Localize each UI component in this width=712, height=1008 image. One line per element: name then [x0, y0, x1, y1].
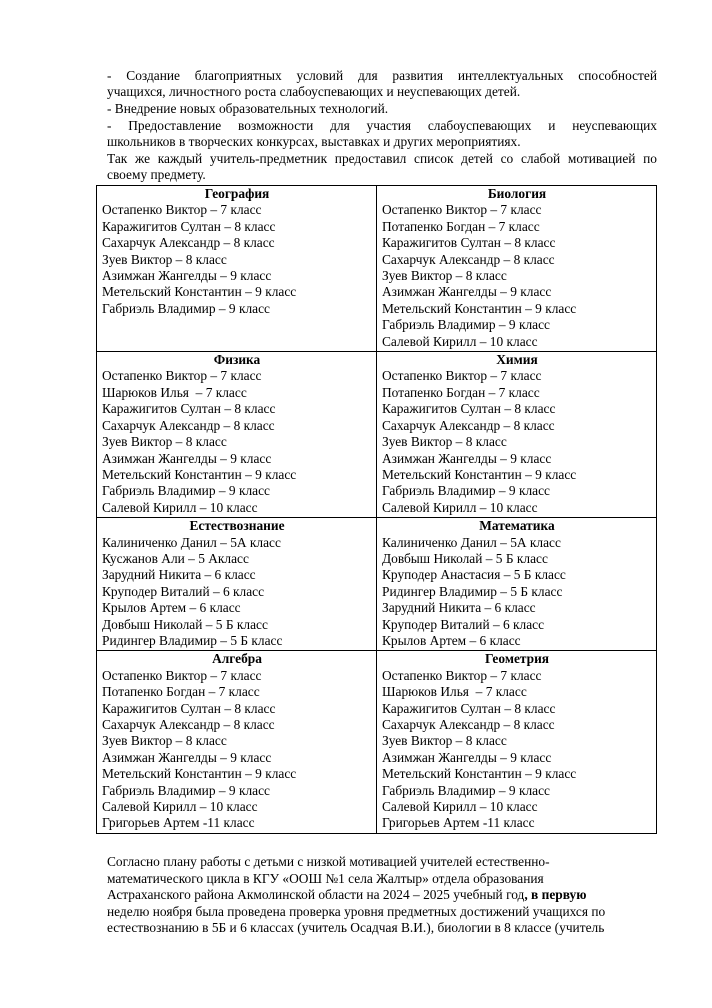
goal-item-1-line-2: учащихся, личностного роста слабоуспевающих и неуспевающих детей. [107, 84, 521, 100]
student-entry: Метельский Константин – 9 класс [102, 466, 297, 482]
subject-cell [377, 651, 657, 833]
subject-cell [377, 186, 657, 352]
teacher-note-line-1: Так же каждый учитель-предметник предоставил список детей со слабой мотивацией по [107, 151, 657, 166]
subject-title: Биология [487, 186, 547, 201]
student-entry: Остапенко Виктор – 7 класс [102, 667, 262, 683]
student-entry: Остапенко Виктор – 7 класс [382, 667, 542, 683]
student-entry: Зуев Виктор – 8 класс [102, 251, 227, 267]
student-entry: Круподер Анастасия – 5 Б класс [382, 567, 566, 583]
student-entry: Крылов Артем – 6 класс [382, 632, 521, 648]
subject-title: Физика [213, 352, 261, 368]
subject-title: Химия [496, 352, 538, 368]
goal-item-3 [107, 118, 657, 150]
student-entry: Азимжан Жангелды – 9 класс [102, 749, 272, 765]
student-entry: Сахарчук Александр – 8 класс [382, 417, 555, 433]
student-entry: Метельский Константин – 9 класс [102, 766, 297, 782]
closing-line-1: Согласно плану работы с детьми с низкой мотивацией учителей естественно- [107, 854, 550, 869]
student-entry: Салевой Кирилл – 10 класс [382, 799, 538, 815]
closing-line-4: неделю ноября была проведена проверка уровня предметных достижений учащихся по [107, 903, 606, 919]
closing-line-3-tail: , в первую [524, 887, 587, 903]
student-entry: Сахарчук Александр – 8 класс [382, 251, 555, 267]
student-entry: Зарудний Никита – 6 класс [382, 600, 536, 616]
subject-title: Математика [479, 518, 555, 534]
student-entry: Зуев Виктор – 8 класс [382, 733, 507, 749]
student-entry: Шарюков Илья – 7 класс [102, 384, 247, 400]
student-entry: Габриэль Владимир – 9 класс [382, 317, 550, 333]
closing-line-2: математического цикла в КГУ «ООШ №1 села Жалтыр» отдела образования [107, 870, 544, 886]
student-entry: Сахарчук Александр – 8 класс [102, 417, 275, 433]
subject-cell [97, 186, 377, 352]
student-entry: Каражигитов Султан – 8 класс [102, 700, 276, 716]
student-entry: Зуев Виктор – 8 класс [102, 434, 227, 450]
student-entry: Круподер Виталий – 6 класс [102, 583, 265, 599]
student-entry: Габриэль Владимир – 9 класс [102, 483, 270, 499]
student-entry: Довбыш Николай – 5 Б класс [102, 616, 268, 632]
student-entry: Круподер Виталий – 6 класс [382, 616, 545, 632]
student-entry: Азимжан Жангелды – 9 класс [382, 450, 552, 466]
student-entry: Кусжанов Али – 5 Акласс [102, 550, 249, 566]
student-entry: Калиниченко Данил – 5А класс [102, 534, 281, 550]
goal-item-2: - Внедрение новых образовательных технологий. [107, 101, 389, 116]
goal-item-3-line-1: - Предоставление возможности для участия слабоуспевающих и неуспевающих [107, 118, 657, 133]
student-entry: Зуев Виктор – 8 класс [102, 733, 227, 749]
subjects-table-body [97, 186, 657, 834]
subject-cell [97, 651, 377, 833]
student-entry: Сахарчук Александр – 8 класс [382, 717, 555, 732]
student-entry: Метельский Константин – 9 класс [382, 466, 577, 482]
student-entry: Ридингер Владимир – 5 Б класс [102, 632, 283, 648]
student-entry: Салевой Кирилл – 10 класс [102, 799, 258, 815]
closing-line-3-main: Астраханского района Акмолинской области на 2024 – 2025 учебный год [107, 887, 525, 903]
teacher-note [107, 151, 657, 183]
subject-cell [377, 352, 657, 518]
student-entry: Азимжан Жангелды – 9 класс [382, 749, 552, 765]
weak-motivation-students-table [96, 185, 657, 834]
student-entry: Григорьев Артем -11 класс [102, 815, 255, 831]
closing-paragraph [107, 854, 657, 937]
table-row [97, 186, 657, 352]
student-entry: Габриэль Владимир – 9 класс [102, 300, 270, 316]
student-entry: Крылов Артем – 6 класс [102, 600, 241, 616]
student-entry: Калиниченко Данил – 5А класс [382, 534, 561, 550]
student-entry: Салевой Кирилл – 10 класс [382, 333, 538, 349]
closing-line-3 [107, 887, 657, 904]
student-entry: Салевой Кирилл – 10 класс [382, 499, 538, 515]
student-entry: Потапенко Богдан – 7 класс [382, 218, 540, 234]
student-entry: Остапенко Виктор – 7 класс [102, 202, 262, 218]
student-entry: Азимжан Жангелды – 9 класс [382, 284, 552, 300]
student-entry: Потапенко Богдан – 7 класс [382, 384, 540, 400]
student-entry: Габриэль Владимир – 9 класс [102, 782, 270, 798]
subject-cell [97, 518, 377, 651]
subject-cell [97, 352, 377, 518]
student-entry: Шарюков Илья – 7 класс [382, 684, 527, 700]
student-entry: Зарудний Никита – 6 класс [102, 567, 256, 583]
student-entry: Каражигитов Султан – 8 класс [102, 401, 276, 417]
student-entry: Потапенко Богдан – 7 класс [102, 684, 260, 700]
student-entry: Азимжан Жангелды – 9 класс [102, 268, 272, 284]
student-entry: Метельский Константин – 9 класс [382, 766, 577, 782]
student-entry: Довбыш Николай – 5 Б класс [382, 550, 548, 566]
student-entry: Остапенко Виктор – 7 класс [382, 202, 542, 218]
goal-item-1 [107, 68, 657, 100]
goal-item-1-line-1: - Создание благоприятных условий для развития интеллектуальных способностей [107, 68, 657, 83]
student-entry: Каражигитов Султан – 8 класс [382, 401, 556, 417]
student-entry: Салевой Кирилл – 10 класс [102, 499, 258, 515]
student-entry: Остапенко Виктор – 7 класс [102, 368, 262, 384]
student-entry: Остапенко Виктор – 7 класс [382, 368, 542, 384]
student-entry: Зуев Виктор – 8 класс [382, 434, 507, 450]
student-entry: Габриэль Владимир – 9 класс [382, 483, 550, 499]
closing-line-5: естествознанию в 5Б и 6 классах (учитель Осадчая В.И.), биологии в 8 классе (учитель [107, 920, 605, 936]
student-entry: Сахарчук Александр – 8 класс [102, 235, 275, 251]
teacher-note-line-2: своему предмету. [107, 167, 206, 183]
student-entry: Каражигитов Султан – 8 класс [382, 700, 556, 716]
student-entry: Ридингер Владимир – 5 Б класс [382, 583, 563, 599]
student-entry: Григорьев Артем -11 класс [382, 815, 535, 831]
subject-title: География [204, 186, 270, 201]
table-row [97, 352, 657, 518]
subject-title: Геометрия [484, 651, 550, 667]
student-entry: Габриэль Владимир – 9 класс [382, 782, 550, 798]
subject-cell [377, 518, 657, 651]
table-row [97, 651, 657, 833]
student-entry: Каражигитов Султан – 8 класс [102, 218, 276, 234]
subject-title: Алгебра [212, 651, 262, 667]
goal-item-3-line-2: школьников в творческих конкурсах, выставках и других мероприятиях. [107, 134, 521, 150]
student-entry: Зуев Виктор – 8 класс [382, 268, 507, 284]
student-entry: Азимжан Жангелды – 9 класс [102, 450, 272, 466]
student-entry: Сахарчук Александр – 8 класс [102, 717, 275, 732]
student-entry: Метельский Константин – 9 класс [382, 300, 577, 316]
student-entry: Метельский Константин – 9 класс [102, 284, 297, 300]
subject-title: Естествознание [189, 518, 285, 534]
student-entry: Каражигитов Султан – 8 класс [382, 235, 556, 251]
table-row [97, 518, 657, 651]
